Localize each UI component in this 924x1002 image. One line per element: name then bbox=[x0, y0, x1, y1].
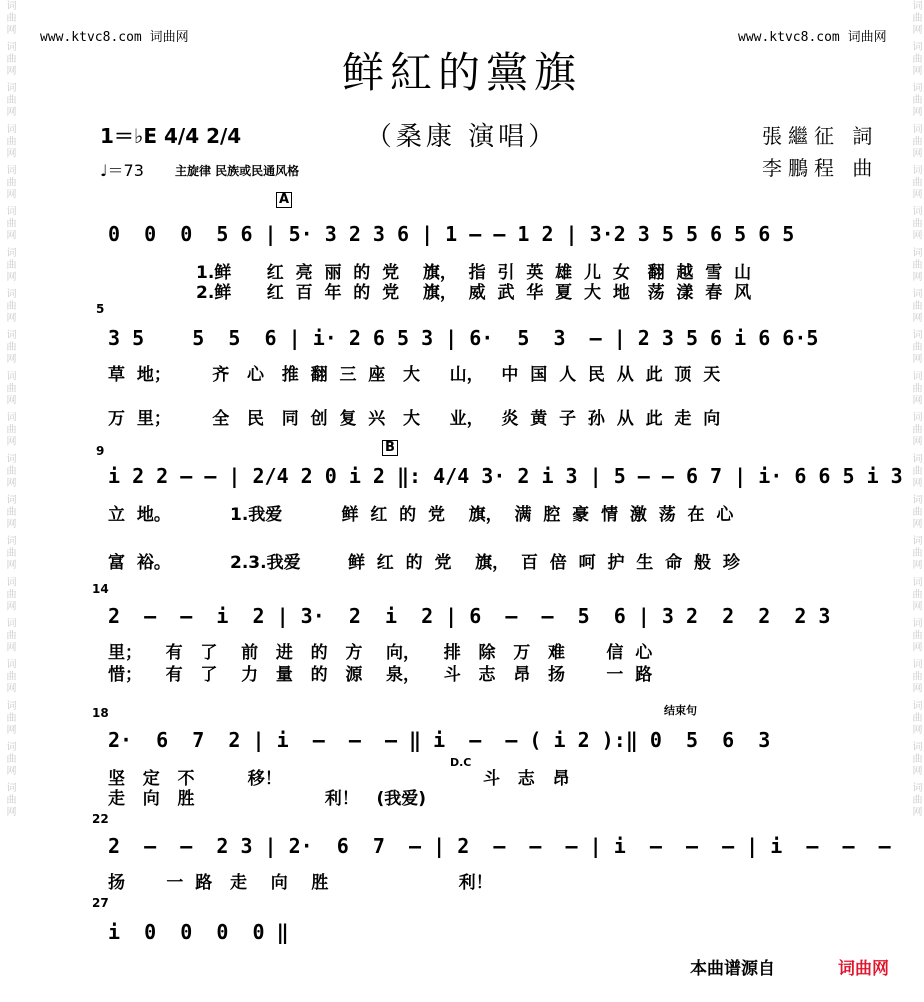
dc-marking: D.C bbox=[450, 756, 472, 769]
source-site-link[interactable]: 词曲网 bbox=[838, 959, 889, 979]
lyric-verse-1: 扬 一 路 走 向 胜 利！ bbox=[108, 873, 493, 893]
tempo-marking: ♩＝73 bbox=[100, 161, 144, 180]
score-row-6 bbox=[92, 812, 891, 893]
measure-number: 18 bbox=[92, 706, 109, 720]
lyric-verse-2: 惜； 有 了 力 量 的 源 泉， 斗 志 昂 扬 一 路 bbox=[108, 665, 653, 685]
measure-number: 22 bbox=[92, 812, 109, 826]
notes-line: i 0 0 0 0 ‖ bbox=[108, 920, 289, 944]
score-row-1 bbox=[100, 192, 870, 302]
style-note: 主旋律 民族或民通风格 bbox=[175, 164, 300, 178]
lyricist: 張繼征 詞 bbox=[762, 124, 879, 148]
coda-label: 结束句 bbox=[664, 704, 697, 717]
notes-line: i 2 2 — — | 2/4 2 0 i 2 ‖: 4/4 3· 2 i 3 | 5 — — 6 7 | i· 6 6 5 i 3 bbox=[108, 464, 903, 488]
lyric-verse-1: 草 地； 齐 心 推 翻 三 座 大 山， 中 国 人 民 从 此 顶 天 bbox=[108, 365, 721, 385]
site-url-left: www.ktvc8.com 词曲网 bbox=[40, 30, 189, 45]
rehearsal-mark: B bbox=[382, 440, 398, 456]
watermark-right: 词曲网 词曲网 词曲网 词曲网 词曲网 词曲网 词曲网 词曲网 词曲网 词曲网 词曲网 词曲网 词曲网 词曲网 词曲网 词曲网 词曲网 词曲网 词曲网 词曲网 bbox=[910, 0, 921, 819]
key-signature: 1＝♭E 4/4 2/4 bbox=[100, 124, 242, 148]
score-row-7 bbox=[92, 896, 870, 956]
lyric-verse-1: 1.鲜 红 亮 丽 的 党 旗， 指 引 英 雄 儿 女 翻 越 雪 山 bbox=[196, 263, 752, 283]
measure-number: 14 bbox=[92, 582, 109, 596]
score-row-5 bbox=[92, 702, 870, 812]
notes-line: 2· 6 7 2 | i — — — ‖ i — — ( i 2 ):‖ 0 5 6 3 bbox=[108, 728, 771, 752]
performer: （桑康 演唱） bbox=[365, 122, 559, 152]
notes-line: 2 — — 2 3 | 2· 6 7 — | 2 — — — | i — — — | i — — — bbox=[108, 834, 891, 858]
measure-number: 9 bbox=[96, 444, 105, 458]
lyric-verse-2: 富 裕。 2.3.我爱 鲜 红 的 党 旗， 百 倍 呵 护 生 命 般 珍 bbox=[108, 553, 740, 573]
lyric-verse-1: 坚 定 不 移！ 斗 志 昂 bbox=[108, 769, 570, 789]
lyric-verse-1: 立 地。 1.我爱 鲜 红 的 党 旗， 满 腔 豪 情 激 荡 在 心 bbox=[108, 505, 734, 525]
lyric-verse-2: 2.鲜 红 百 年 的 党 旗， 威 武 华 夏 大 地 荡 漾 春 风 bbox=[196, 283, 752, 303]
notes-line: 2 — — i 2 | 3· 2 i 2 | 6 — — 5 6 | 3 2 2 2 2 3 bbox=[108, 604, 831, 628]
song-title: 鲜紅的黨旗 bbox=[341, 48, 582, 97]
composer: 李鵬程 曲 bbox=[762, 156, 879, 180]
rehearsal-mark: A bbox=[276, 192, 292, 208]
site-url-right: www.ktvc8.com 词曲网 bbox=[738, 30, 887, 45]
score-row-3 bbox=[96, 440, 903, 580]
watermark-left: 词曲网 词曲网 词曲网 词曲网 词曲网 词曲网 词曲网 词曲网 词曲网 词曲网 词曲网 词曲网 词曲网 词曲网 词曲网 词曲网 词曲网 词曲网 词曲网 词曲网 bbox=[4, 0, 15, 819]
measure-number: 27 bbox=[92, 896, 109, 910]
measure-number: 5 bbox=[96, 302, 105, 316]
source-label: 本曲谱源自 bbox=[690, 959, 775, 979]
score-row-2 bbox=[96, 302, 870, 429]
lyric-verse-2: 万 里； 全 民 同 创 复 兴 大 业， 炎 黄 子 孙 从 此 走 向 bbox=[108, 409, 721, 429]
notes-line: 0 0 0 5 6 | 5· 3 2 3 6 | 1 — — 1 2 | 3·2 3 5 5 6 5 6 5 bbox=[108, 222, 795, 246]
lyric-verse-1: 里； 有 了 前 进 的 方 向， 排 除 万 难 信 心 bbox=[108, 643, 653, 663]
lyric-verse-2: 走 向 胜 利！ (我爱) bbox=[108, 789, 427, 809]
notes-line: 3 5 5 5 6 | i· 2 6 5 3 | 6· 5 3 — | 2 3 5 6 i 6 6·5 bbox=[108, 326, 819, 350]
score-row-4 bbox=[92, 580, 870, 690]
